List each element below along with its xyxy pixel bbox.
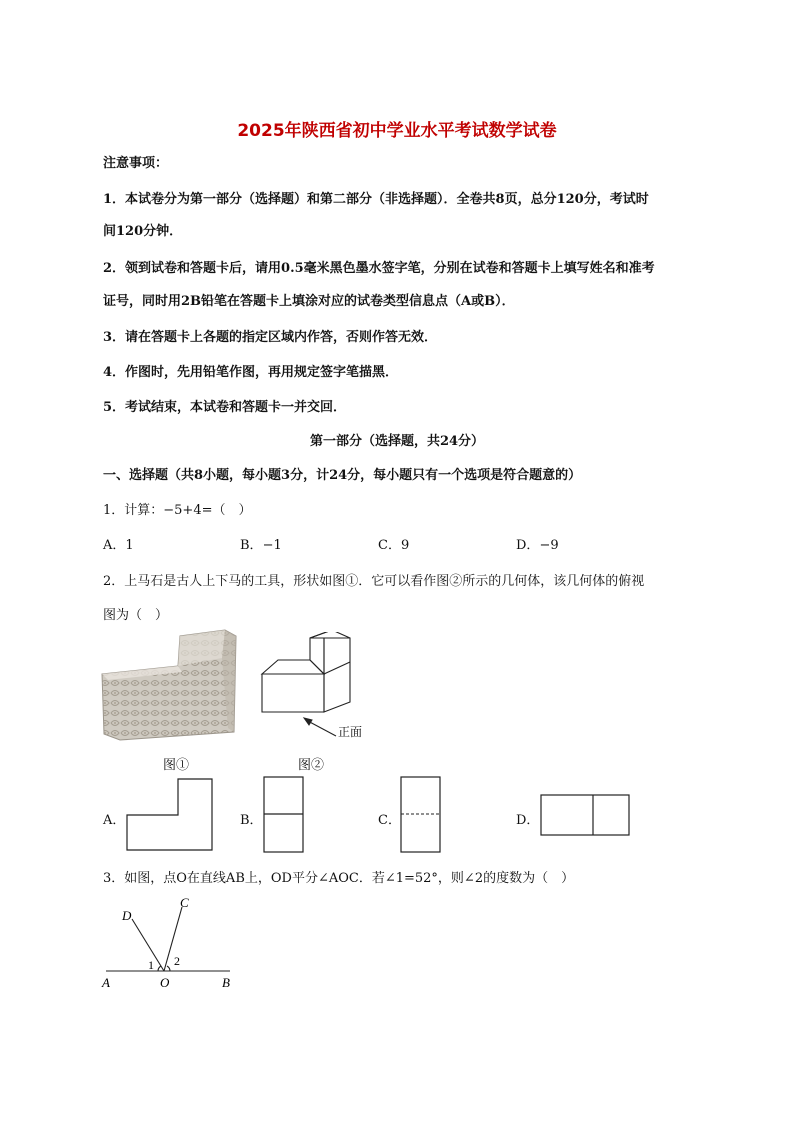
notice-2-line1: 2．领到试卷和答题卡后，请用0.5毫米黑色墨水签字笔，分别在试卷和答题卡上填写姓名和准考 (103, 261, 655, 276)
fig2-caption: 图② (298, 758, 325, 773)
q1-option-c: C．9 (378, 538, 410, 553)
q2-option-c-figure (400, 776, 442, 854)
q2-stem-line2: 图为（ ） (103, 608, 169, 623)
q2-option-d-label: D． (516, 813, 540, 828)
notice-3: 3．请在答题卡上各题的指定区域内作答，否则作答无效． (103, 330, 438, 345)
notice-5: 5．考试结束，本试卷和答题卡一并交回． (103, 400, 347, 415)
label-c: C (180, 895, 189, 910)
q2-option-b-figure (263, 776, 305, 854)
angle-2-label: 2 (174, 954, 180, 968)
part-heading: 第一部分（选择题，共24分） (309, 434, 485, 449)
q3-stem: 3．如图，点O在直线AB上，OD平分∠AOC．若∠1=52°，则∠2的度数为（ ） (103, 871, 575, 886)
page-title: 2025年陕西省初中学业水平考试数学试卷 (237, 121, 557, 141)
q2-stem-line1: 2．上马石是古人上下马的工具，形状如图①．它可以看作图②所示的几何体，该几何体的俯视 (103, 574, 645, 589)
q2-option-c-label: C． (378, 813, 401, 828)
q1-stem: 1．计算：−5+4=（ ） (103, 503, 252, 518)
q1-option-a: A．1 (103, 538, 134, 553)
label-b: B (222, 975, 230, 990)
q2-option-d-figure (540, 794, 632, 838)
q3-angle-figure (98, 893, 248, 993)
notice-4: 4．作图时，先用铅笔作图，再用规定签字笔描黑． (103, 365, 399, 380)
label-o: O (160, 975, 170, 990)
mounting-stone-photo (100, 628, 240, 746)
q1-option-d: D．−9 (516, 538, 559, 553)
front-label: 正面 (338, 725, 363, 739)
label-a: A (102, 975, 110, 990)
notice-heading: 注意事项： (103, 156, 169, 171)
q1-option-b: B．−1 (240, 538, 282, 553)
section-heading: 一、选择题（共8小题，每小题3分，计24分，每小题只有一个选项是符合题意的） (103, 468, 582, 483)
label-d: D (122, 908, 132, 923)
q2-option-b-label: B． (240, 813, 263, 828)
fig1-caption: 图① (163, 758, 190, 773)
notice-2-line2: 证号，同时用2B铅笔在答题卡上填涂对应的试卷类型信息点（A或B）． (103, 294, 515, 309)
angle-1-label: 1 (148, 958, 154, 972)
q2-option-a-figure (126, 778, 214, 852)
q2-option-a-label: A． (103, 813, 126, 828)
notice-1-line1: 1．本试卷分为第一部分（选择题）和第二部分（非选择题）．全卷共8页，总分120分，考试时 (103, 192, 649, 207)
notice-1-line2: 间120分钟． (103, 224, 183, 239)
